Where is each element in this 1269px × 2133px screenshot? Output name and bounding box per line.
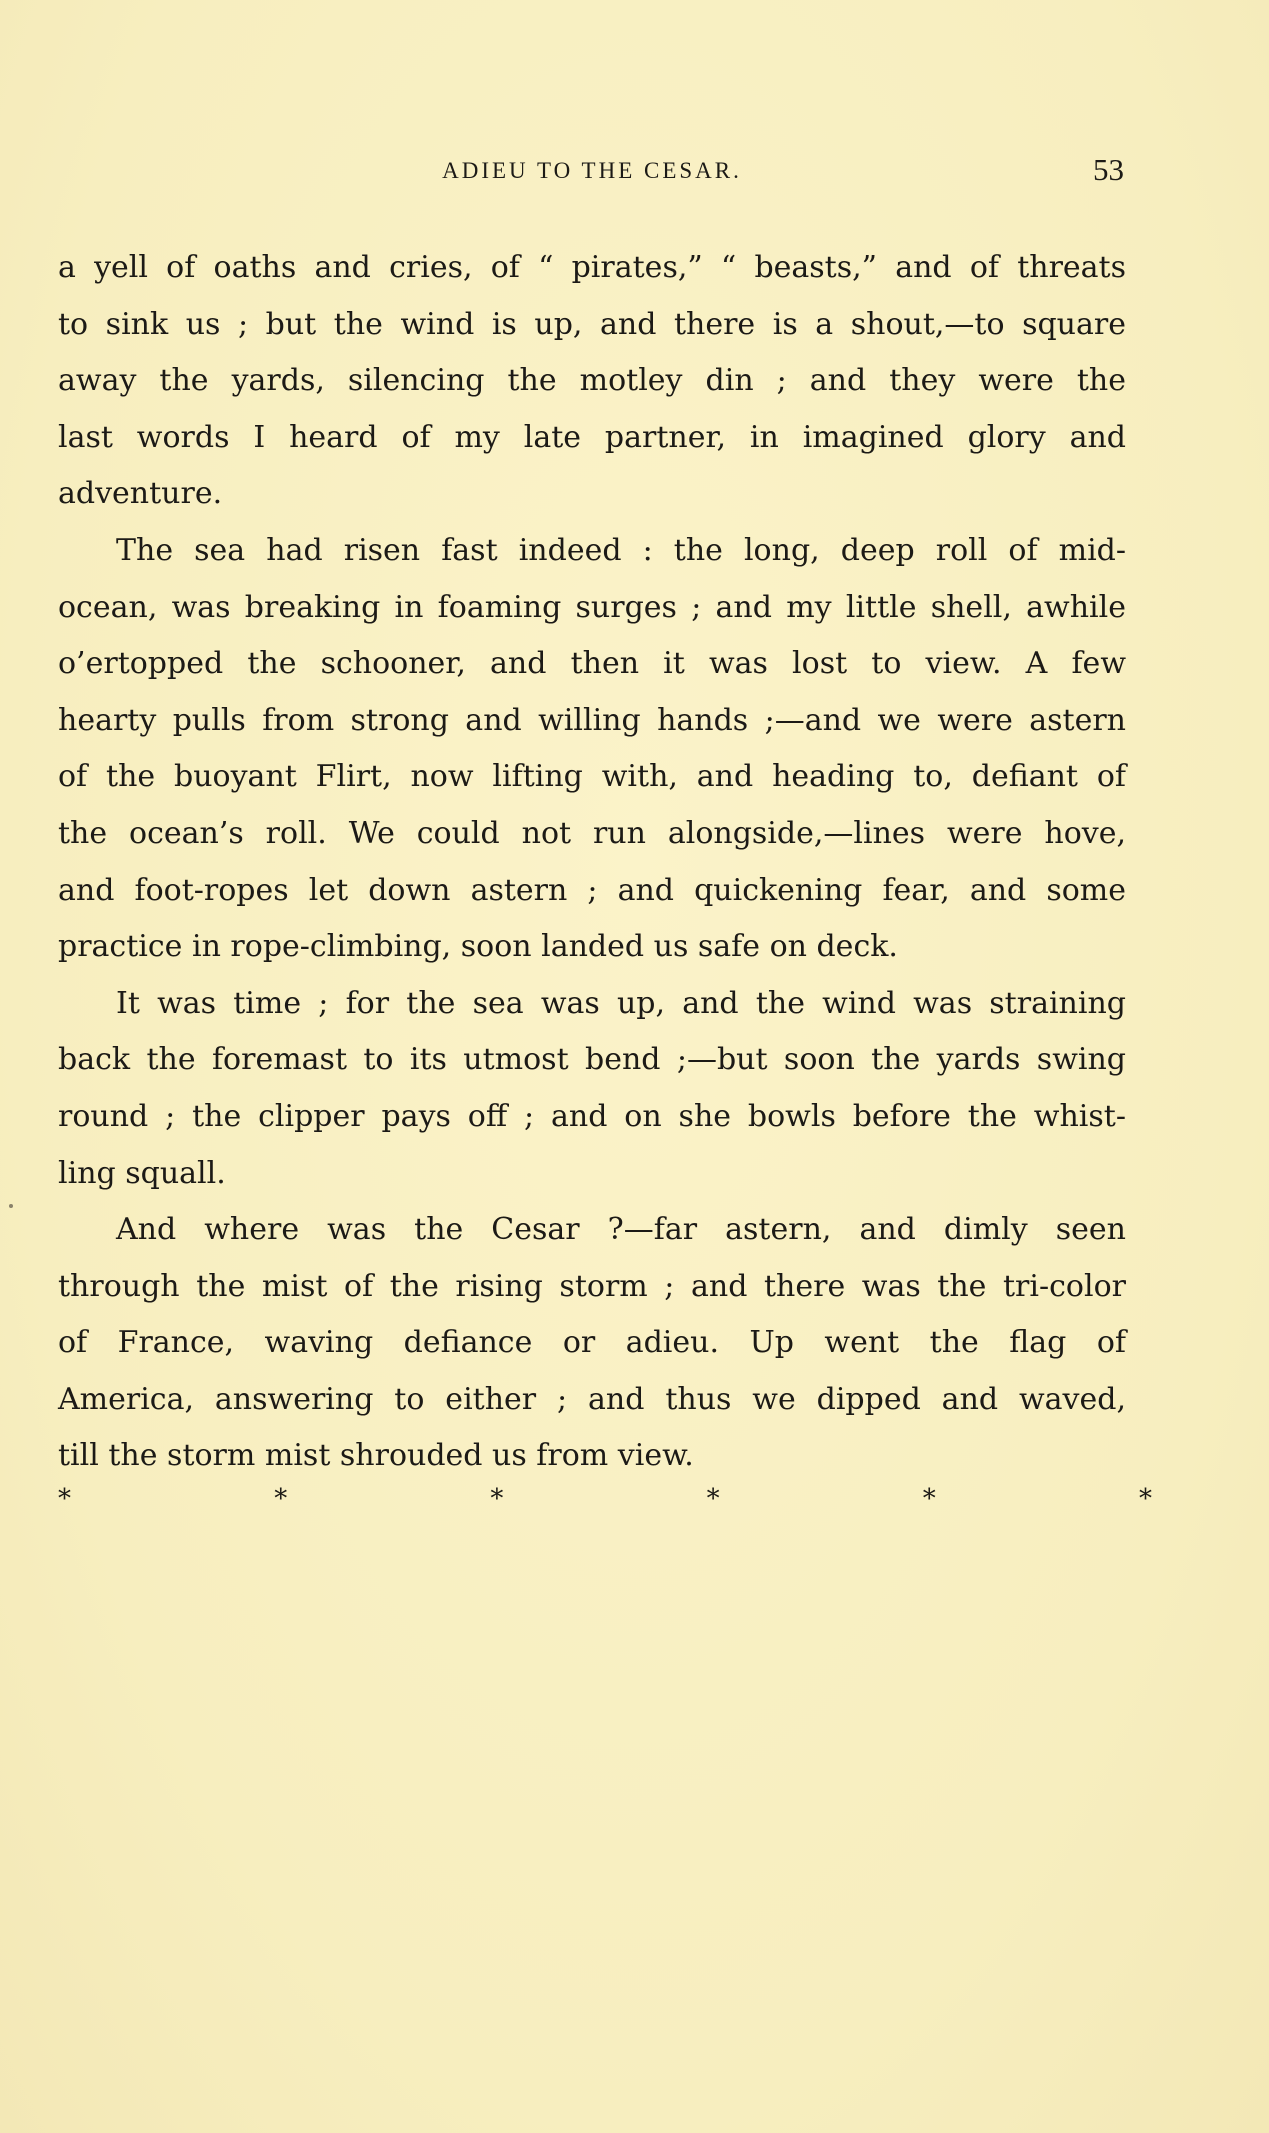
text-line: to sink us ; but the wind is up, and there is a shout,—to square xyxy=(58,306,1126,342)
text-line: The sea had risen fast indeed : the long, deep roll of mid- xyxy=(116,532,1126,568)
running-title: ADIEU TO THE CESAR. xyxy=(442,158,742,183)
running-head xyxy=(58,152,1126,192)
text-line: of the buoyant Flirt, now lifting with, and heading to, defiant of xyxy=(58,759,1126,795)
text-line: the ocean’s roll. We could not run alongside,—lines were hove, xyxy=(58,815,1126,851)
text-line: through the mist of the rising storm ; and there was the tri-color xyxy=(58,1268,1126,1304)
text-line: ocean, was breaking in foaming surges ; and my little shell, awhile xyxy=(58,589,1126,625)
asterisk: * xyxy=(922,1484,936,1514)
text-line: away the yards, silencing the motley din ; and they were the xyxy=(58,363,1126,399)
text-line: round ; the clipper pays off ; and on she bowls before the whist- xyxy=(58,1098,1126,1134)
paper-speck xyxy=(9,1204,13,1208)
asterisk: * xyxy=(706,1484,720,1514)
text-line: practice in rope-climbing, soon landed us safe on deck. xyxy=(58,929,898,965)
text-line: And where was the Cesar ?—far astern, and dimly seen xyxy=(116,1212,1126,1248)
text-line: of France, waving defiance or adieu. Up went the flag of xyxy=(58,1325,1126,1361)
asterisk: * xyxy=(1138,1484,1152,1514)
text-line: hearty pulls from strong and willing hands ;—and we were astern xyxy=(58,702,1126,738)
text-line: back the foremast to its utmost bend ;—but soon the yards swing xyxy=(58,1042,1126,1078)
asterisk: * xyxy=(490,1484,504,1514)
page-number: 53 xyxy=(1093,152,1124,187)
text-line: America, answering to either ; and thus we dipped and waved, xyxy=(58,1381,1126,1417)
text-line: ling squall. xyxy=(58,1155,226,1191)
text-line: adventure. xyxy=(58,476,223,512)
text-line: and foot-ropes let down astern ; and quickening fear, and some xyxy=(58,872,1126,908)
section-break xyxy=(58,1484,1152,1514)
asterisk: * xyxy=(58,1484,71,1514)
text-line: It was time ; for the sea was up, and the wind was straining xyxy=(116,985,1126,1021)
asterisk: * xyxy=(274,1484,288,1514)
text-line: o’ertopped the schooner, and then it was lost to view. A few xyxy=(58,646,1126,682)
text-line: a yell of oaths and cries, of “ pirates,” “ beasts,” and of threats xyxy=(58,250,1126,285)
body-text xyxy=(58,240,1126,1485)
text-line: till the storm mist shrouded us from view. xyxy=(58,1438,694,1474)
text-line: last words I heard of my late partner, in imagined glory and xyxy=(58,419,1126,455)
